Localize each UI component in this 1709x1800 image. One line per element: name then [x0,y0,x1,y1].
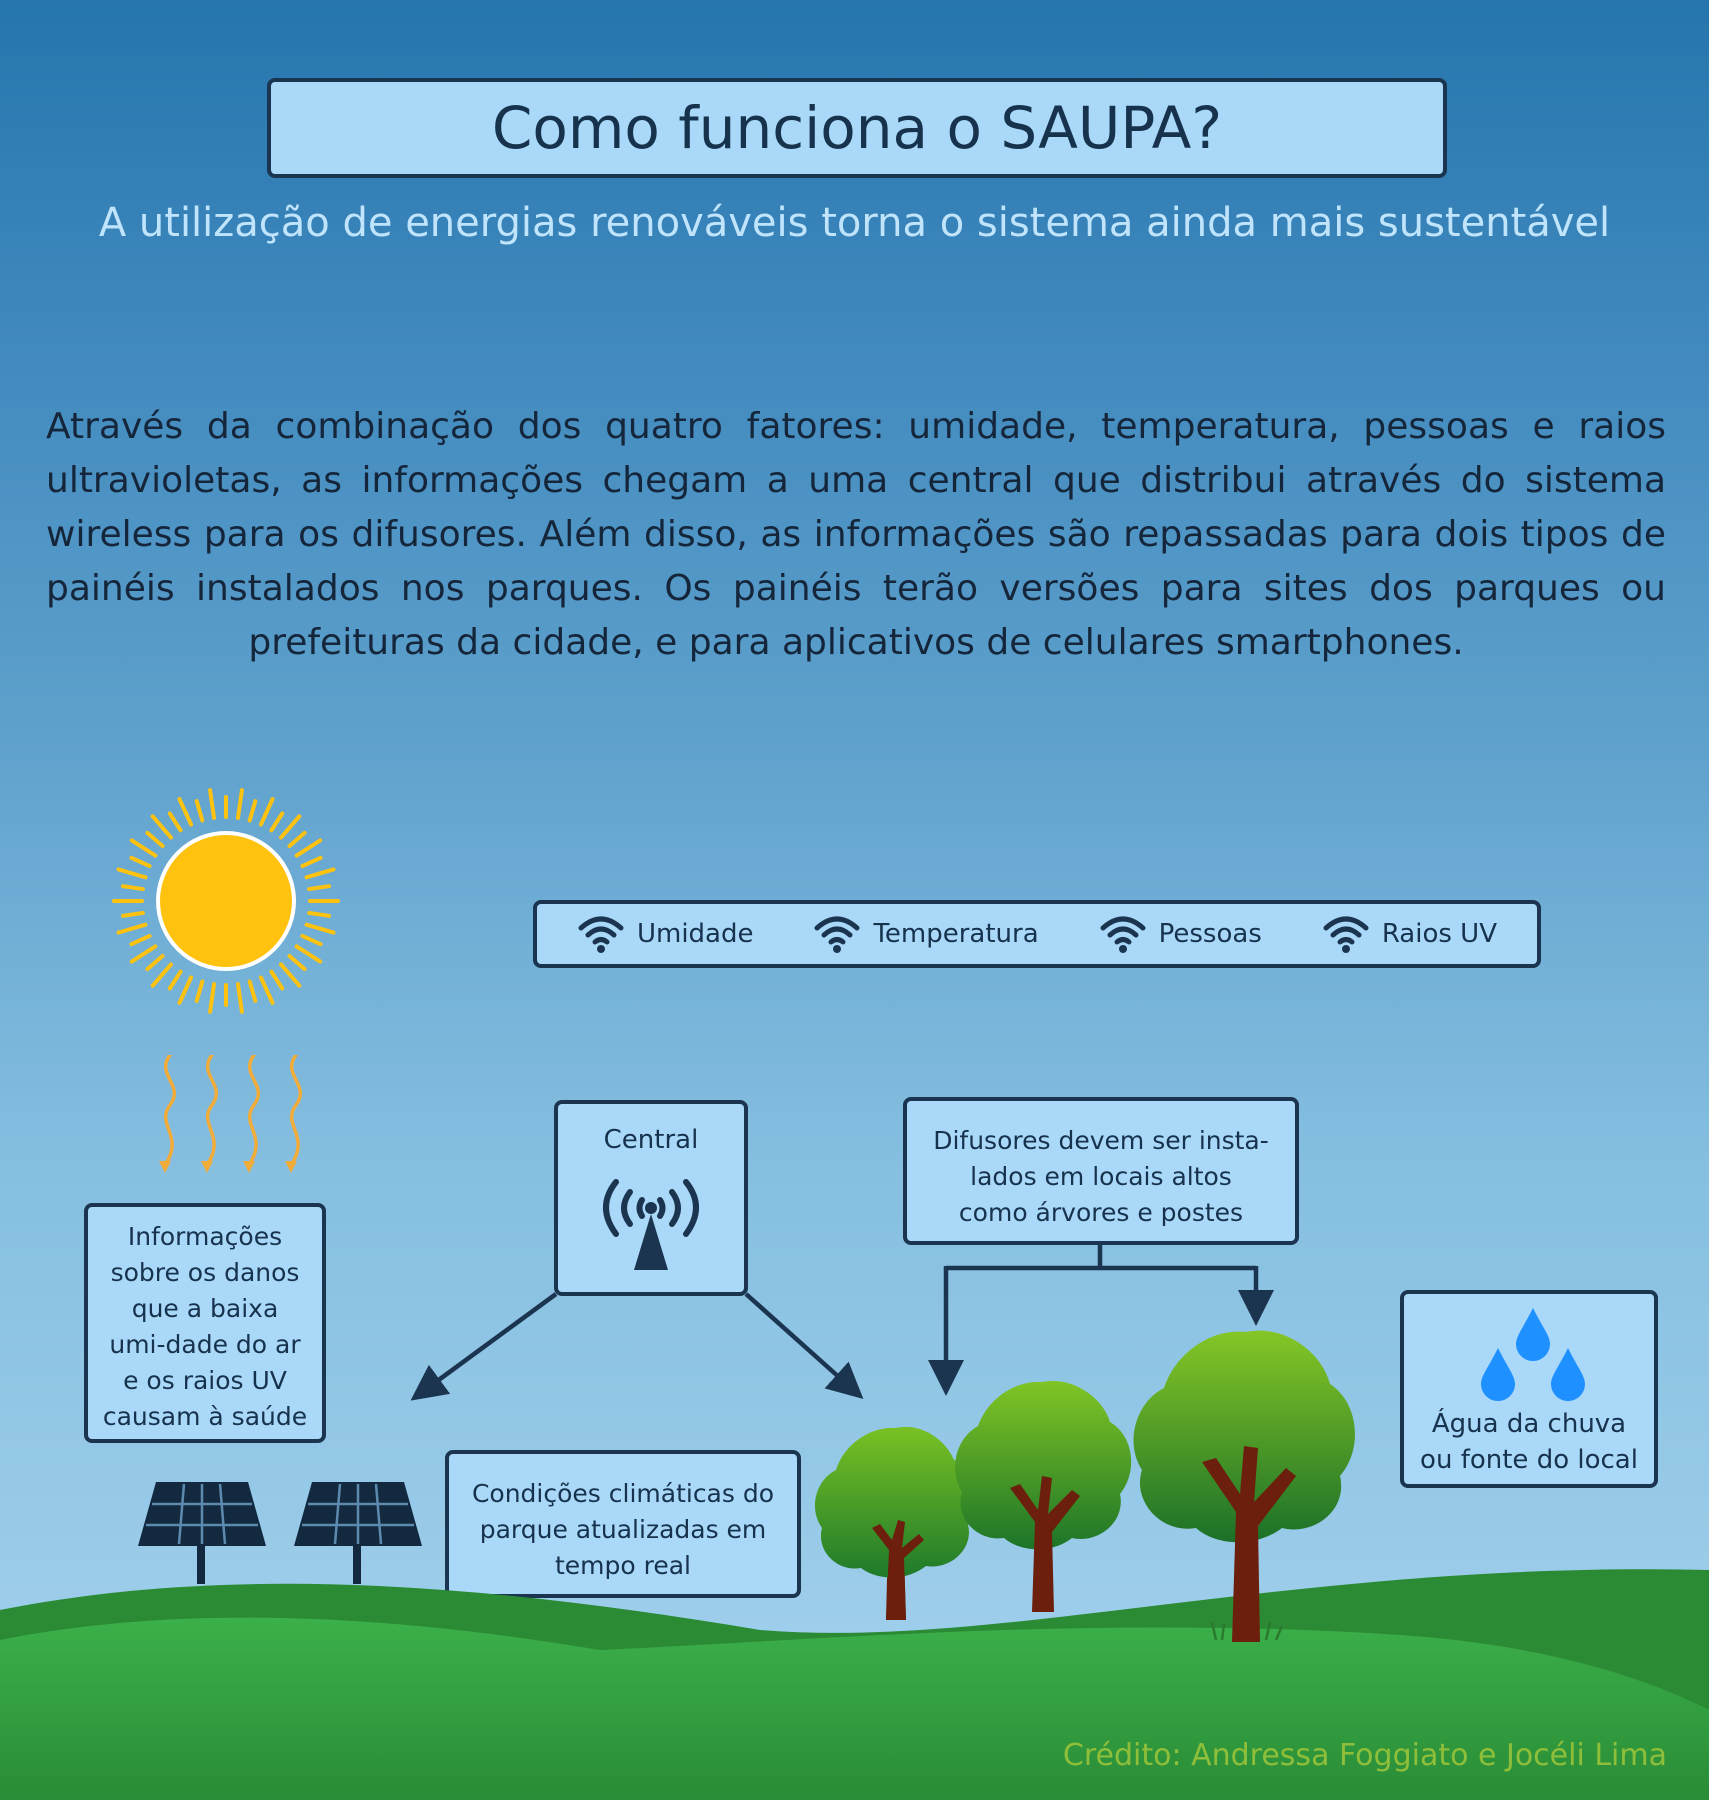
difusores-note-text: Difusores devem ser insta-lados em locais altos como árvores e postes [933,1126,1269,1227]
credit-text: Crédito: Andressa Foggiato e Jocéli Lima [1062,1738,1667,1773]
arrow-to-trees [746,1294,850,1387]
subtitle: A utilização de energias renováveis torna o sistema ainda mais sustentável [98,200,1611,246]
legend-label: Umidade [636,919,754,949]
water-note-text: Água da chuva ou fonte do local [1420,1409,1638,1475]
tree-icon [1126,1322,1366,1642]
tree-icon [948,1372,1138,1612]
connector-difusores [946,1245,1256,1268]
legend-label: Raios UV [1381,919,1497,949]
description-paragraph: Através da combinação dos quatro fatores: umidade, temperatura, pessoas e raios ultravioletas, as informações chegam a uma central que distribui através do sistema wireless para os difusores. Além disso, as informações são repassadas para dois tipos de painéis instalados nos parques. Os painéis terão versões para sites dos parques ou prefeituras da cidade, e para aplicativos de celulares smartphones. [46,406,1666,663]
page-title: Como funciona o SAUPA? [267,78,1447,178]
conditions-note-text: Condições climáticas do parque atualizadas em tempo real [471,1479,775,1580]
central-label: Central [603,1125,699,1155]
legend-label: Temperatura [873,919,1039,949]
health-info-text: Informações sobre os danos que a baixa umi-dade do ar e os raios UV causam à saúde [102,1222,308,1431]
legend-label: Pessoas [1158,919,1262,949]
arrow-to-health [425,1294,556,1390]
